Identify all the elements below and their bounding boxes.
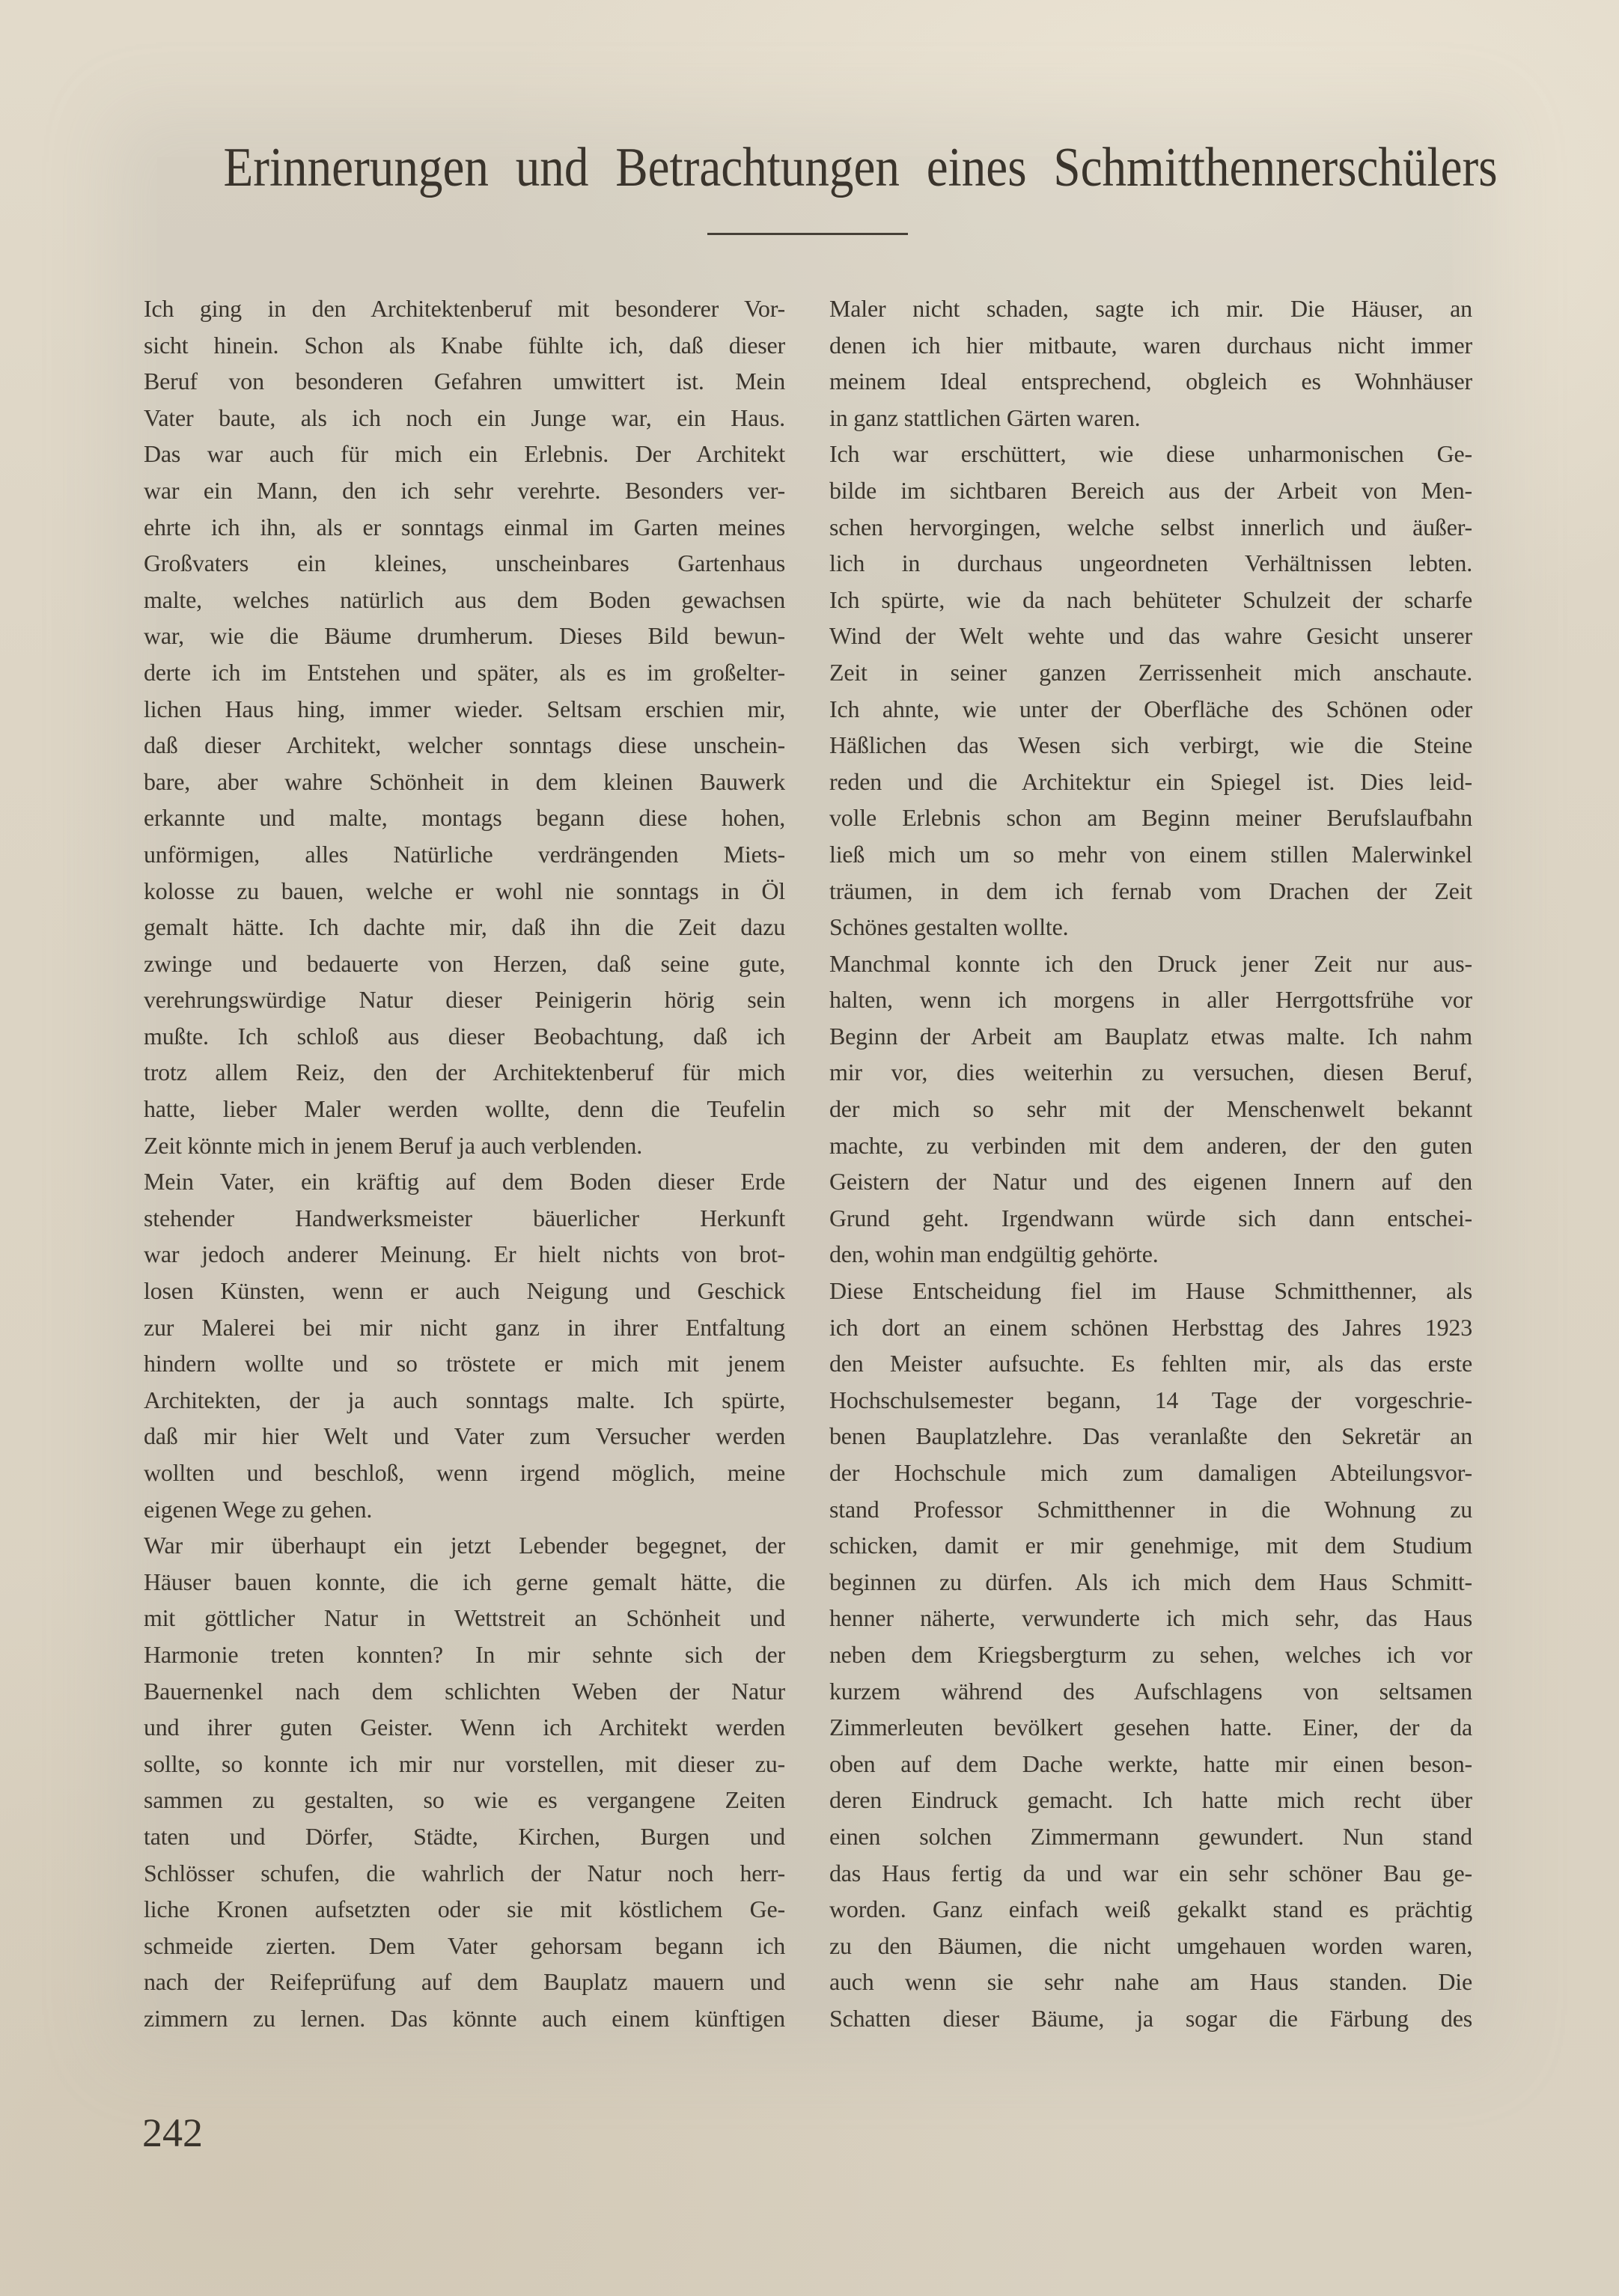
text-line: reden und die Architektur ein Spiegel ist. Dies leid- bbox=[829, 767, 1472, 795]
text-line: mir vor, dies weiterhin zu versuchen, diesen Beruf, bbox=[829, 1059, 1472, 1086]
text-line: unförmigen, alles Natürliche verdrängenden Miets- bbox=[144, 840, 785, 868]
text-line: Vater baute, als ich noch ein Junge war, ein Haus. bbox=[144, 404, 785, 431]
text-line: Hochschulsemester begann, 14 Tage der vorgeschrie- bbox=[829, 1386, 1472, 1413]
text-line: malte, welches natürlich aus dem Boden gewachsen bbox=[144, 585, 785, 613]
text-line: das Haus fertig da und war ein sehr schöner Bau ge- bbox=[829, 1859, 1472, 1887]
text-line: den, wohin man endgültig gehörte. bbox=[829, 1240, 1159, 1268]
text-line: Das war auch für mich ein Erlebnis. Der Architekt bbox=[144, 440, 785, 468]
text-line: wollten und beschloß, wenn irgend möglich, meine bbox=[144, 1459, 785, 1486]
text-line: Häuser bauen konnte, die ich gerne gemalt hätte, die bbox=[144, 1568, 785, 1595]
text-line: Ich spürte, wie da nach behüteter Schulzeit der scharfe bbox=[829, 585, 1472, 613]
text-line: schmeide zierten. Dem Vater gehorsam begann ich bbox=[144, 1931, 785, 1959]
text-line: und ihrer guten Geister. Wenn ich Architekt werden bbox=[144, 1714, 785, 1741]
text-line: mußte. Ich schloß aus dieser Beobachtung, daß ich bbox=[144, 1022, 785, 1050]
page-number: 242 bbox=[142, 2110, 203, 2155]
text-line: der Hochschule mich zum damaligen Abteilungsvor- bbox=[829, 1459, 1472, 1486]
text-line: einen solchen Zimmermann gewundert. Nun stand bbox=[829, 1822, 1472, 1850]
text-line: Großvaters ein kleines, unscheinbares Gartenhaus bbox=[144, 549, 785, 577]
text-line: schen hervorgingen, welche selbst innerlich und äußer- bbox=[829, 513, 1472, 540]
text-line: losen Künsten, wenn er auch Neigung und Geschick bbox=[144, 1277, 785, 1305]
right-column bbox=[829, 290, 1472, 2037]
text-line: bilde im sichtbaren Bereich aus der Arbeit von Men- bbox=[829, 476, 1472, 504]
text-line: Diese Entscheidung fiel im Hause Schmitthenner, als bbox=[829, 1277, 1472, 1305]
text-line: der mich so sehr mit der Menschenwelt bekannt bbox=[829, 1095, 1472, 1123]
text-line: derte ich im Entstehen und später, als es im großelter- bbox=[144, 658, 785, 686]
text-line: gemalt hätte. Ich dachte mir, daß ihn die Zeit dazu bbox=[144, 913, 785, 941]
text-line: Bauernenkel nach dem schlichten Weben der Natur bbox=[144, 1677, 785, 1705]
left-column bbox=[144, 290, 785, 2037]
text-line: Schönes gestalten wollte. bbox=[829, 913, 1069, 941]
text-line: sicht hinein. Schon als Knabe fühlte ich, daß dieser bbox=[144, 331, 785, 359]
text-line: Zimmerleuten bevölkert gesehen hatte. Einer, der da bbox=[829, 1714, 1472, 1741]
text-line: beginnen zu dürfen. Als ich mich dem Haus Schmitt- bbox=[829, 1568, 1472, 1595]
text-line: daß dieser Architekt, welcher sonntags diese unschein- bbox=[144, 731, 785, 759]
text-line: Beruf von besonderen Gefahren umwittert ist. Mein bbox=[144, 368, 785, 395]
text-line: Geistern der Natur und des eigenen Innern auf den bbox=[829, 1168, 1472, 1196]
text-line: lich in durchaus ungeordneten Verhältnissen lebten. bbox=[829, 549, 1472, 577]
text-line: nach der Reifeprüfung auf dem Bauplatz mauern und bbox=[144, 1968, 785, 1996]
title-rule bbox=[707, 233, 908, 235]
text-line: Grund geht. Irgendwann würde sich dann entschei- bbox=[829, 1204, 1472, 1231]
text-line: Häßlichen das Wesen sich verbirgt, wie die Steine bbox=[829, 731, 1472, 759]
text-line: Manchmal konnte ich den Druck jener Zeit nur aus- bbox=[829, 949, 1472, 977]
text-line: henner näherte, verwunderte ich mich sehr, das Haus bbox=[829, 1604, 1472, 1632]
text-line: neben dem Kriegsbergturm zu sehen, welches ich vor bbox=[829, 1640, 1472, 1668]
text-line: zimmern zu lernen. Das könnte auch einem künftigen bbox=[144, 2004, 785, 2032]
text-line: Beginn der Arbeit am Bauplatz etwas malte. Ich nahm bbox=[829, 1022, 1472, 1050]
text-line: war ein Mann, den ich sehr verehrte. Besonders ver- bbox=[144, 476, 785, 504]
text-line: daß mir hier Welt und Vater zum Versucher werden bbox=[144, 1422, 785, 1450]
text-line: ich dort an einem schönen Herbsttag des Jahres 1923 bbox=[829, 1313, 1472, 1341]
text-line: erkannte und malte, montags begann diese hohen, bbox=[144, 804, 785, 832]
text-line: zwinge und bedauerte von Herzen, daß seine gute, bbox=[144, 949, 785, 977]
text-line: war jedoch anderer Meinung. Er hielt nichts von brot- bbox=[144, 1240, 785, 1268]
text-line: trotz allem Reiz, den der Architektenberuf für mich bbox=[144, 1059, 785, 1086]
text-line: benen Bauplatzlehre. Das veranlaßte den Sekretär an bbox=[829, 1422, 1472, 1450]
text-line: Ich war erschüttert, wie diese unharmonischen Ge- bbox=[829, 440, 1472, 468]
text-line: worden. Ganz einfach weiß gekalkt stand es prächtig bbox=[829, 1895, 1472, 1923]
text-line: Harmonie treten konnten? In mir sehnte sich der bbox=[144, 1640, 785, 1668]
text-line: halten, wenn ich morgens in aller Herrgottsfrühe vor bbox=[829, 986, 1472, 1014]
text-line: kurzem während des Aufschlagens von seltsamen bbox=[829, 1677, 1472, 1705]
text-line: taten und Dörfer, Städte, Kirchen, Burgen und bbox=[144, 1822, 785, 1850]
text-line: hatte, lieber Maler werden wollte, denn die Teufelin bbox=[144, 1095, 785, 1123]
text-line: oben auf dem Dache werkte, hatte mir einen beson- bbox=[829, 1750, 1472, 1777]
text-line: stehender Handwerksmeister bäuerlicher Herkunft bbox=[144, 1204, 785, 1231]
text-line: Zeit in seiner ganzen Zerrissenheit mich anschaute. bbox=[829, 658, 1472, 686]
text-line: mit göttlicher Natur in Wettstreit an Schönheit und bbox=[144, 1604, 785, 1632]
text-line: eigenen Wege zu gehen. bbox=[144, 1495, 373, 1523]
text-line: Mein Vater, ein kräftig auf dem Boden dieser Erde bbox=[144, 1168, 785, 1196]
text-line: meinem Ideal entsprechend, obgleich es Wohnhäuser bbox=[829, 368, 1472, 395]
text-line: war, wie die Bäume drumherum. Dieses Bild bewun- bbox=[144, 622, 785, 650]
text-line: hindern wollte und so tröstete er mich mit jenem bbox=[144, 1350, 785, 1377]
text-line: verehrungswürdige Natur dieser Peinigerin hörig sein bbox=[144, 986, 785, 1014]
text-line: ehrte ich ihn, als er sonntags einmal im Garten meines bbox=[144, 513, 785, 540]
page-title: Erinnerungen und Betrachtungen eines Schmitthennerschülers bbox=[223, 137, 1498, 198]
text-line: zu den Bäumen, die nicht umgehauen worden waren, bbox=[829, 1931, 1472, 1959]
text-line: Ich ging in den Architektenberuf mit besonderer Vor- bbox=[144, 295, 785, 322]
text-line: Wind der Welt wehte und das wahre Gesicht unserer bbox=[829, 622, 1472, 650]
text-line: denen ich hier mitbaute, waren durchaus nicht immer bbox=[829, 331, 1472, 359]
text-line: zur Malerei bei mir nicht ganz in ihrer Entfaltung bbox=[144, 1313, 785, 1341]
text-line: liche Kronen aufsetzten oder sie mit köstlichem Ge- bbox=[144, 1895, 785, 1923]
text-line: lichen Haus hing, immer wieder. Seltsam erschien mir, bbox=[144, 695, 785, 722]
text-line: den Meister aufsuchte. Es fehlten mir, als das erste bbox=[829, 1350, 1472, 1377]
text-line: auch wenn sie sehr nahe am Haus standen. Die bbox=[829, 1968, 1472, 1996]
text-line: volle Erlebnis schon am Beginn meiner Berufslaufbahn bbox=[829, 804, 1472, 832]
text-line: in ganz stattlichen Gärten waren. bbox=[829, 404, 1141, 431]
text-line: War mir überhaupt ein jetzt Lebender begegnet, der bbox=[144, 1532, 785, 1559]
text-line: kolosse zu bauen, welche er wohl nie sonntags in Öl bbox=[144, 877, 785, 904]
text-line: Architekten, der ja auch sonntags malte. Ich spürte, bbox=[144, 1386, 785, 1413]
text-line: Schlösser schufen, die wahrlich der Natur noch herr- bbox=[144, 1859, 785, 1887]
text-line: sammen zu gestalten, so wie es vergangene Zeiten bbox=[144, 1786, 785, 1814]
text-line: Zeit könnte mich in jenem Beruf ja auch verblenden. bbox=[144, 1131, 643, 1159]
text-line: deren Eindruck gemacht. Ich hatte mich recht über bbox=[829, 1786, 1472, 1814]
text-line: schicken, damit er mir genehmige, mit dem Studium bbox=[829, 1532, 1472, 1559]
text-line: ließ mich um so mehr von einem stillen Malerwinkel bbox=[829, 840, 1472, 868]
text-line: stand Professor Schmitthenner in die Wohnung zu bbox=[829, 1495, 1472, 1523]
text-line: sollte, so konnte ich mir nur vorstellen, mit dieser zu- bbox=[144, 1750, 785, 1777]
text-line: Maler nicht schaden, sagte ich mir. Die Häuser, an bbox=[829, 295, 1472, 322]
text-line: machte, zu verbinden mit dem anderen, der den guten bbox=[829, 1131, 1472, 1159]
text-line: Schatten dieser Bäume, ja sogar die Färbung des bbox=[829, 2004, 1472, 2032]
text-line: bare, aber wahre Schönheit in dem kleinen Bauwerk bbox=[144, 767, 785, 795]
text-line: Ich ahnte, wie unter der Oberfläche des Schönen oder bbox=[829, 695, 1472, 722]
text-line: träumen, in dem ich fernab vom Drachen der Zeit bbox=[829, 877, 1472, 904]
